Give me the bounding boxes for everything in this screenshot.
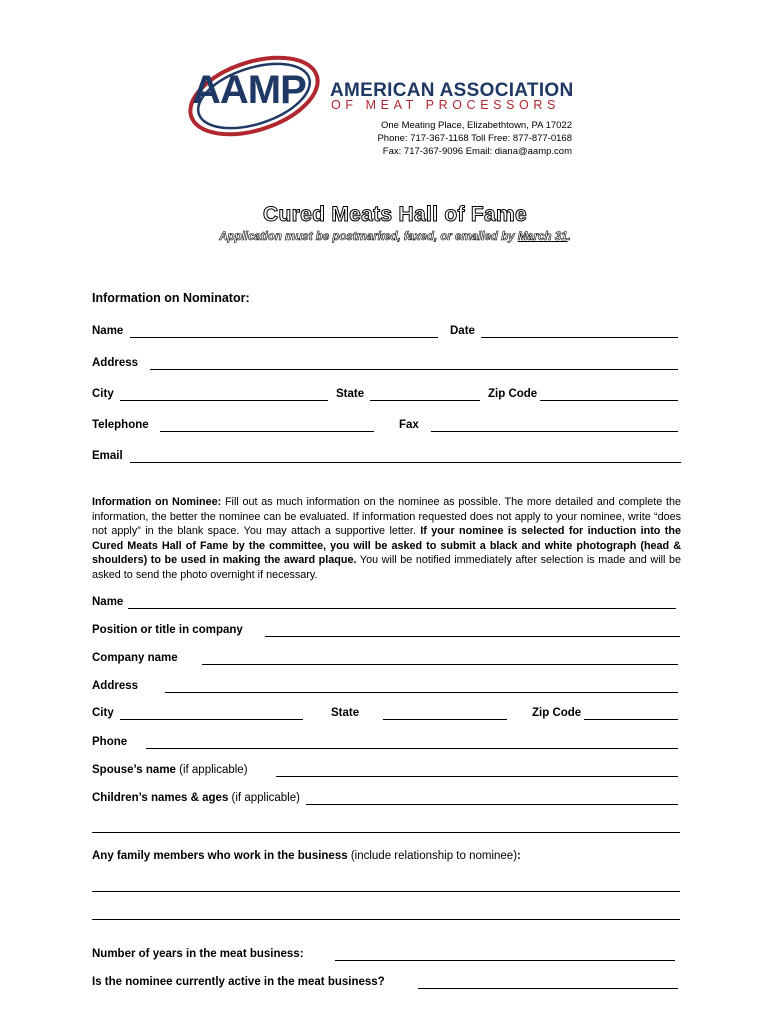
org-phone: Phone: 717-367-1168 Toll Free: 877-877-0168	[377, 133, 572, 144]
nominator-name-label: Name	[92, 325, 124, 337]
nominee-company-field[interactable]	[202, 664, 678, 665]
nominator-date-field[interactable]	[481, 337, 678, 338]
nominator-address-label: Address	[92, 357, 139, 369]
nominee-position-label: Position or title in company	[92, 624, 243, 636]
nominator-fax-field[interactable]	[431, 431, 678, 432]
nominator-state-field[interactable]	[370, 400, 480, 401]
nominee-instructions-text2: You will be notified immediately after selection is made and will be asked to send the photo overnight if necessary.	[92, 554, 681, 581]
nominator-zip-label: Zip Code	[488, 388, 538, 400]
nominee-family-label	[92, 850, 521, 862]
children-note: (if applicable)	[231, 792, 300, 804]
nominee-instructions-bold: If your nominee is selected for induction into the Cured Meats Hall of Fame by the committee, you will be asked to submit a black and white photograph (head & shoulders) to be used in making the award plaque.	[92, 525, 681, 566]
page-title: Cured Meats Hall of Fame	[263, 203, 527, 226]
nominee-state-label: State	[331, 707, 360, 719]
org-name-line1: AMERICAN ASSOCIATION	[330, 80, 574, 101]
nominee-position-field[interactable]	[265, 636, 680, 637]
nominee-state-field[interactable]	[383, 719, 507, 720]
family-label-text: Any family members who work in the business	[92, 850, 348, 862]
nominator-fax-label: Fax	[399, 419, 419, 431]
nominee-family-field-1[interactable]	[92, 891, 680, 892]
nominator-city-field[interactable]	[120, 400, 328, 401]
nominee-name-field[interactable]	[128, 608, 676, 609]
nominee-active-field[interactable]	[418, 988, 678, 989]
nominee-children-field[interactable]	[306, 804, 678, 805]
org-fax-email: Fax: 717-367-9096 Email: diana@aamp.com	[382, 146, 572, 157]
family-note: (include relationship to nominee)	[350, 850, 518, 862]
nominee-years-field[interactable]	[335, 960, 675, 961]
nominator-address-field[interactable]	[150, 369, 678, 370]
nominator-date-label: Date	[450, 325, 475, 337]
nominee-company-label: Company name	[92, 652, 178, 664]
deadline-date: March 31	[517, 231, 568, 243]
deadline-subtitle	[0, 231, 770, 243]
nominee-zip-label: Zip Code	[532, 707, 582, 719]
nominee-family-field-2[interactable]	[92, 919, 680, 920]
nominee-children-field-2[interactable]	[92, 832, 680, 833]
nominator-name-field[interactable]	[130, 337, 438, 338]
nominee-spouse-label	[92, 764, 248, 776]
org-address: One Meating Place, Elizabethtown, PA 17022	[380, 120, 572, 131]
nominator-telephone-field[interactable]	[160, 431, 374, 432]
nominator-email-field[interactable]	[130, 462, 681, 463]
nominee-spouse-field[interactable]	[276, 776, 678, 777]
spouse-note: (if applicable)	[179, 764, 248, 776]
family-colon: :	[517, 850, 521, 862]
logo-letters-text: AAMP	[192, 68, 306, 112]
nominator-heading: Information on Nominator:	[92, 291, 250, 305]
deadline-prefix: Application must be postmarked, faxed, or emailed by	[219, 231, 518, 243]
nominee-phone-field[interactable]	[146, 748, 678, 749]
children-label-text: Children’s names & ages	[92, 792, 229, 804]
nominee-address-field[interactable]	[165, 692, 678, 693]
deadline-suffix: .	[567, 231, 571, 243]
org-contact	[330, 119, 572, 158]
nominator-telephone-label: Telephone	[92, 419, 149, 431]
nominee-name-label: Name	[92, 596, 124, 608]
nominee-active-label: Is the nominee currently active in the meat business?	[92, 976, 385, 988]
nominee-children-label	[92, 792, 300, 804]
nominee-zip-field[interactable]	[584, 719, 678, 720]
logo-letters	[192, 70, 306, 110]
org-name-line2: OF MEAT PROCESSORS	[331, 98, 560, 112]
nominee-address-label: Address	[92, 680, 139, 692]
nominator-email-label: Email	[92, 450, 123, 462]
nominator-state-label: State	[336, 388, 365, 400]
nominator-city-label: City	[92, 388, 114, 400]
nominee-phone-label: Phone	[92, 736, 128, 748]
nominee-city-field[interactable]	[120, 719, 303, 720]
nominee-heading: Information on Nominee:	[92, 496, 222, 508]
spouse-label-text: Spouse’s name	[92, 764, 176, 776]
nominee-instructions-text1: Fill out as much information on the nominee as possible. The more detailed and complete the information, the better the nominee can be evaluated. If information requested does not apply to your nominee, write “does not apply” in the blank space. You may attach a supportive letter.	[92, 496, 681, 537]
nominee-city-label: City	[92, 707, 114, 719]
nominee-years-label: Number of years in the meat business:	[92, 948, 304, 960]
nominee-instructions	[92, 495, 681, 582]
nominator-zip-field[interactable]	[540, 400, 678, 401]
